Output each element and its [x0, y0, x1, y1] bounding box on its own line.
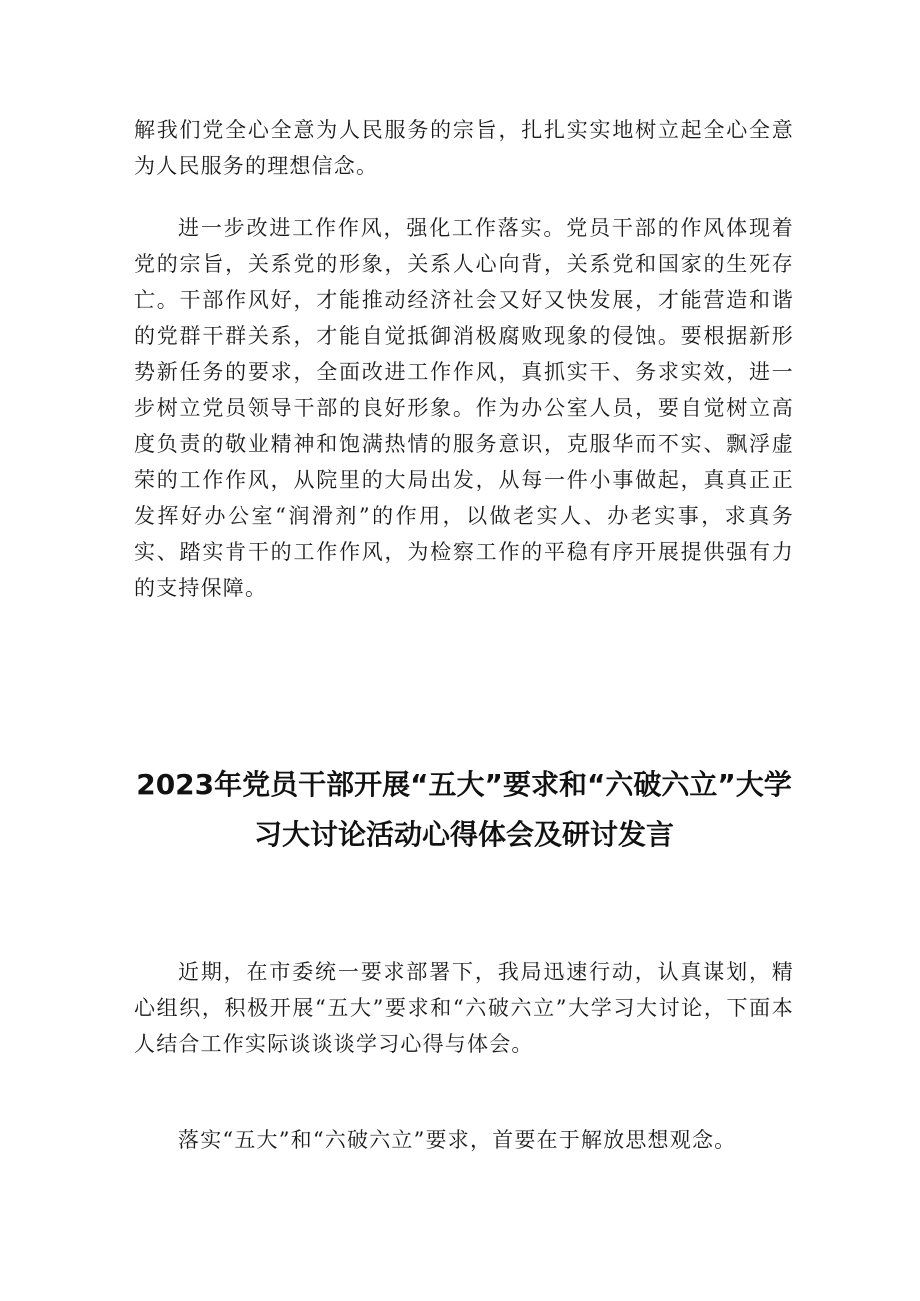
paragraph-work-style: 进一步改进工作作风，强化工作落实。党员干部的作风体现着党的宗旨，关系党的形象，关系人心向背，关系党和国家的生死存亡。干部作风好，才能推动经济社会又好又快发展，才能营造和谐的党群干群关系，才能自觉抵御消极腐败现象的侵蚀。要根据新形势新任务的要求，全面改进工作作风，真抓实干、务求实效，进一步树立党员领导干部的良好形象。作为办公室人员，要自觉树立高度负责的敬业精神和饱满热情的服务意识，克服华而不实、飘浮虚荣的工作作风，从院里的大局出发，从每一件小事做起，真真正正发挥好办公室“润滑剂”的作用，以做老实人、办老实事，求真务实、踏实肯干的工作作风，为检察工作的平稳有序开展提供强有力的支持保障。 — [134, 216, 794, 600]
article-title: 2023年党员干部开展“五大”要求和“六破六立”大学习大讨论活动心得体会及研讨发言 — [136, 768, 792, 851]
paragraph-intro: 近期，在市委统一要求部署下，我局迅速行动，认真谋划，精心组织，积极开展“五大”要求和“六破六立”大学习大讨论，下面本人结合工作实际谈谈谈学习心得与体会。 — [134, 960, 794, 1056]
paragraph-liberate-thinking: 落实“五大”和“六破六立”要求，首要在于解放思想观念。 — [178, 1128, 737, 1152]
paragraph-continuation: 解我们党全心全意为人民服务的宗旨，扎扎实实地树立起全心全意为人民服务的理想信念。 — [134, 118, 794, 178]
